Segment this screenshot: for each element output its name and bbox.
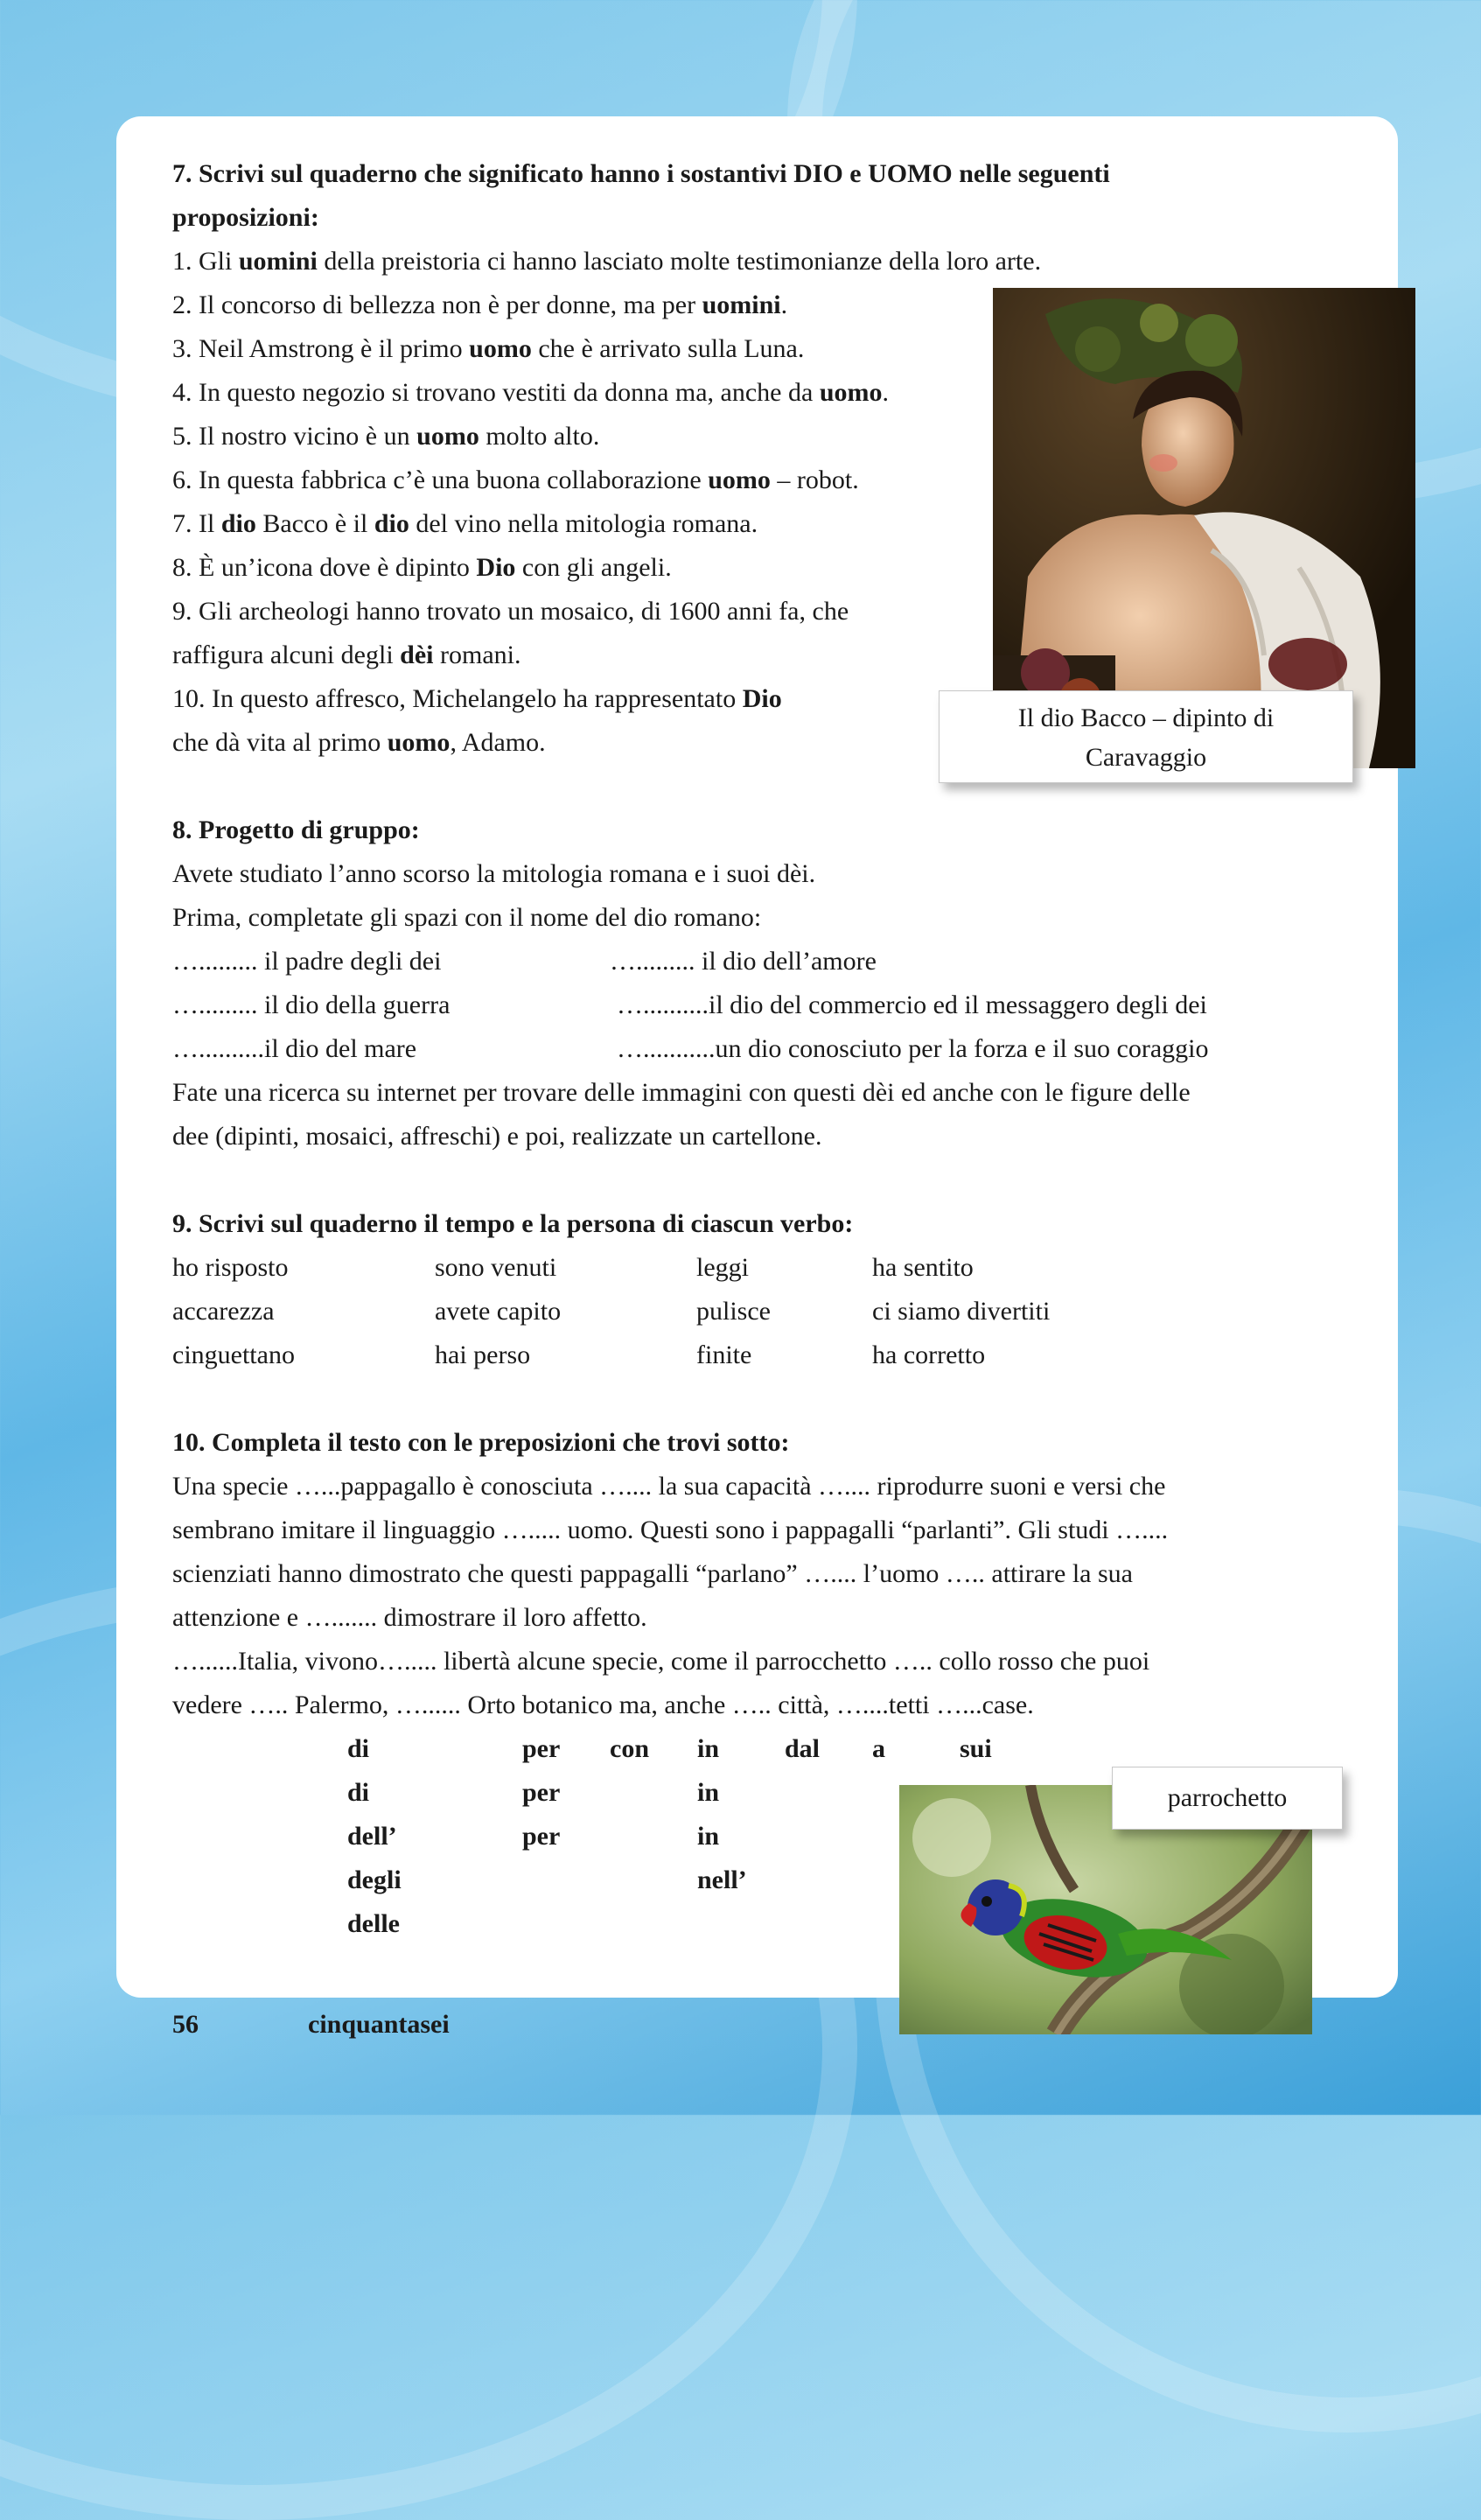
ex7-sentence: [172, 371, 889, 415]
preposition: per: [522, 1734, 561, 1763]
ex9-title: 9. Scrivi sul quaderno il tempo e la persona di ciascun verbo:: [172, 1209, 854, 1238]
ex7-sentence: [172, 590, 849, 634]
sentence-text: 5. Il nostro vicino è un: [172, 422, 417, 451]
ex7-sentence: [172, 546, 672, 590]
sentence-text: che è arrivato sulla Luna.: [531, 334, 805, 363]
sentence-text: 2. Il concorso di bellezza non è per donne, ma per: [172, 290, 702, 319]
preposition: dal: [785, 1734, 821, 1763]
sentence-text: , Adamo.: [450, 728, 546, 757]
preposition: dell’: [347, 1822, 397, 1851]
parakeet-caption: parrochetto: [1112, 1767, 1343, 1830]
sentence-text: del vino nella mitologia romana.: [409, 509, 758, 538]
ex7-title-line1: 7. Scrivi sul quaderno che significato hanno i sostantivi DIO e UOMO nelle seguenti: [172, 159, 1110, 188]
ex9-verb: leggi: [696, 1253, 749, 1282]
ex10-text-line: …......Italia, vivono…..... libertà alcune specie, come il parrocchetto ….. collo rosso che puoi: [172, 1647, 1150, 1676]
sentence-text: 8. È un’icona dove è dipinto: [172, 553, 477, 582]
sentence-text: 6. In questa fabbrica c’è una buona collaborazione: [172, 466, 709, 494]
highlighted-word: dio: [220, 509, 256, 538]
ex7-sentence: [172, 634, 521, 677]
preposition: con: [610, 1734, 649, 1763]
ex7-sentence: [172, 415, 599, 458]
highlighted-word: uomini: [702, 290, 781, 319]
ex7-sentence: [172, 677, 782, 721]
sentence-text: della preistoria ci hanno lasciato molte testimonianze della loro arte.: [317, 247, 1042, 276]
bacchus-caption-line1: Il dio Bacco – dipinto di: [1017, 704, 1275, 732]
preposition: in: [697, 1778, 720, 1807]
ex8-outro-line1: Fate una ricerca su internet per trovare delle immagini con questi dèi ed anche con le figure delle: [172, 1078, 1191, 1107]
sentence-text: 10. In questo affresco, Michelangelo ha rappresentato: [172, 684, 743, 713]
preposition: di: [347, 1778, 370, 1807]
highlighted-word: dio: [374, 509, 409, 538]
preposition: degli: [347, 1866, 402, 1894]
ex10-text-line: Una specie …...pappagallo è conosciuta ….... la sua capacità ….... riprodurre suoni e versi che: [172, 1472, 1166, 1501]
preposition: in: [697, 1822, 720, 1851]
ex9-verb: finite: [696, 1340, 752, 1369]
ex7-title-line2: proposizioni:: [172, 203, 319, 232]
page-number: 56: [172, 2010, 199, 2039]
ex9-verb: accarezza: [172, 1297, 275, 1326]
ex9-verb: ho risposto: [172, 1253, 289, 1282]
ex9-verb: sono venuti: [435, 1253, 557, 1282]
ex10-text-line: scienziati hanno dimostrato che questi pappagalli “parlano” ….... l’uomo ….. attirare la sua: [172, 1559, 1133, 1588]
sentence-text: – robot.: [770, 466, 859, 494]
ex7-sentence: [172, 240, 1041, 284]
preposition: in: [697, 1734, 720, 1763]
ex8-intro-line2: Prima, completate gli spazi con il nome del dio romano:: [172, 903, 762, 932]
sentence-text: .: [780, 290, 788, 319]
highlighted-word: uomini: [238, 247, 318, 276]
ex7-sentence: [172, 327, 804, 371]
ex7-sentence: [172, 458, 859, 502]
ex10-text-line: vedere ….. Palermo, …...... Orto botanico ma, anche ….. città, …....tetti …...case.: [172, 1690, 1034, 1719]
preposition: delle: [347, 1909, 400, 1938]
sentence-text: molto alto.: [479, 422, 600, 451]
ex9-verb: hai perso: [435, 1340, 531, 1369]
bacchus-caption: [939, 690, 1353, 783]
highlighted-word: Dio: [742, 684, 782, 713]
ex7-sentence: [172, 721, 546, 765]
ex8-outro-line2: dee (dipinti, mosaici, affreschi) e poi, realizzate un cartellone.: [172, 1122, 822, 1151]
ex9-verb: ha corretto: [872, 1340, 986, 1369]
highlighted-word: uomo: [387, 728, 451, 757]
sentence-text: 1. Gli: [172, 247, 239, 276]
ex9-verb: ha sentito: [872, 1253, 974, 1282]
sentence-text: che dà vita al primo: [172, 728, 388, 757]
ex8-god-blank: …......... il padre degli dei: [172, 947, 442, 976]
sentence-text: raffigura alcuni degli: [172, 640, 401, 669]
ex8-god-blank: …..........il dio del mare: [172, 1034, 417, 1063]
sentence-text: 9. Gli archeologi hanno trovato un mosaico, di 1600 anni fa, che: [172, 597, 849, 626]
ex8-title: 8. Progetto di gruppo:: [172, 816, 420, 844]
highlighted-word: uomo: [416, 422, 479, 451]
highlighted-word: Dio: [476, 553, 516, 582]
ex7-sentence: [172, 502, 758, 546]
ex9-verb: cinguettano: [172, 1340, 295, 1369]
ex7-sentence: [172, 284, 787, 327]
ex8-god-blank: …...........un dio conosciuto per la forza e il suo coraggio: [617, 1034, 1209, 1063]
page-word: cinquantasei: [308, 2010, 450, 2039]
ex10-text-line: attenzione e …....... dimostrare il loro affetto.: [172, 1603, 647, 1632]
ex8-god-blank: …......... il dio dell’amore: [610, 947, 877, 976]
ex9-verb: avete capito: [435, 1297, 562, 1326]
sentence-text: 3. Neil Amstrong è il primo: [172, 334, 470, 363]
preposition: di: [347, 1734, 370, 1763]
sentence-text: 7. Il: [172, 509, 221, 538]
sentence-text: Bacco è il: [255, 509, 374, 538]
preposition: per: [522, 1778, 561, 1807]
ex10-title: 10. Completa il testo con le preposizioni che trovi sotto:: [172, 1428, 790, 1457]
highlighted-word: uomo: [819, 378, 883, 407]
highlighted-word: dèi: [400, 640, 434, 669]
preposition: a: [872, 1734, 885, 1763]
ex8-intro-line1: Avete studiato l’anno scorso la mitologia romana e i suoi dèi.: [172, 859, 816, 888]
preposition: per: [522, 1822, 561, 1851]
highlighted-word: uomo: [469, 334, 532, 363]
preposition: sui: [960, 1734, 992, 1763]
ex9-verb: ci siamo divertiti: [872, 1297, 1051, 1326]
sentence-text: con gli angeli.: [515, 553, 672, 582]
sentence-text: .: [882, 378, 889, 407]
highlighted-word: uomo: [708, 466, 771, 494]
ex10-text-line: sembrano imitare il linguaggio …..... uomo. Questi sono i pappagalli “parlanti”. Gli studi …....: [172, 1516, 1169, 1544]
sentence-text: 4. In questo negozio si trovano vestiti da donna ma, anche da: [172, 378, 820, 407]
sentence-text: romani.: [433, 640, 521, 669]
ex8-god-blank: …......... il dio della guerra: [172, 990, 451, 1019]
ex8-god-blank: …..........il dio del commercio ed il messaggero degli dei: [617, 990, 1207, 1019]
ex9-verb: pulisce: [696, 1297, 771, 1326]
preposition: nell’: [697, 1866, 747, 1894]
bacchus-caption-line2: Caravaggio: [1085, 743, 1207, 772]
